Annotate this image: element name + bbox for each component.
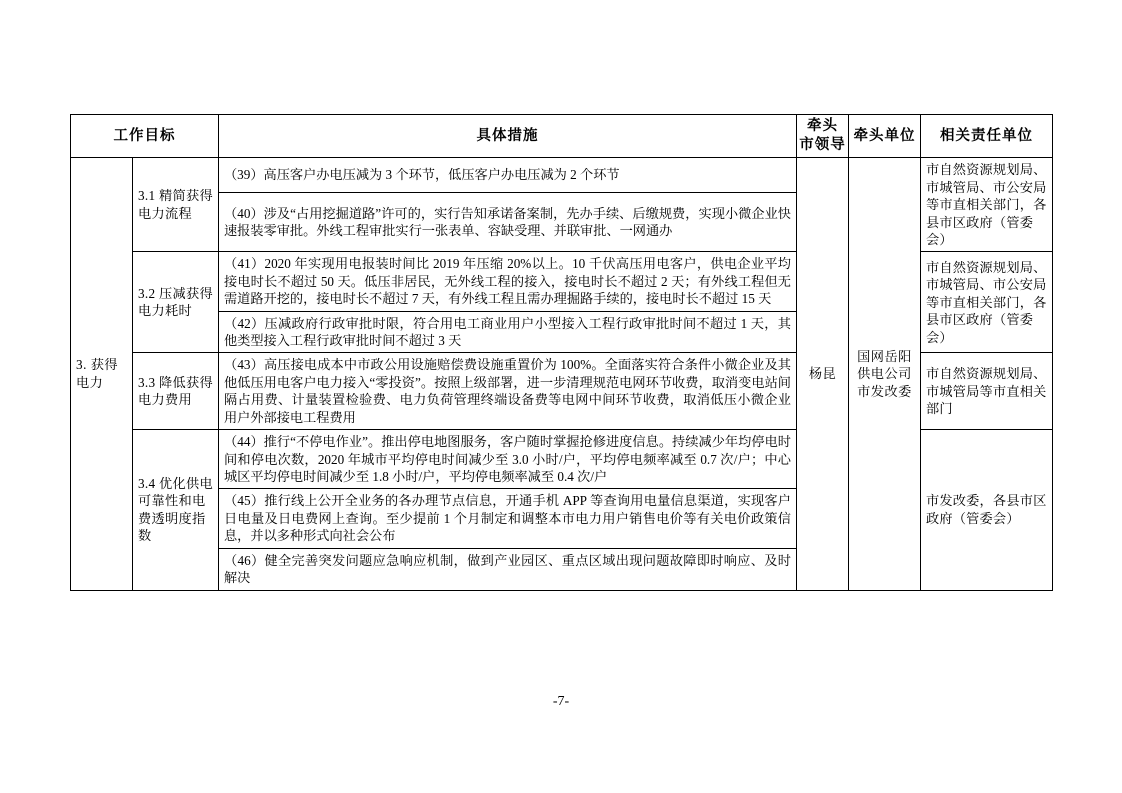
goal-cell: 3. 获得电力 [71, 158, 133, 590]
measure-40: （40）涉及“占用挖掘道路”许可的，实行告知承诺备案制，先办手续、后缴规费，实现小微企业快速报装零审批。外线工程审批实行一张表单、容缺受理、并联审批、一网通办 [219, 192, 797, 251]
resp-cell-3-3: 市自然资源规划局、市城管局等市直相关部门 [921, 353, 1053, 430]
table-row [71, 158, 1053, 193]
header-unit: 牵头单位 [849, 115, 921, 158]
header-leader-line2: 市领导 [799, 137, 846, 154]
leader-cell [797, 158, 849, 590]
resp-cell-3-1: 市自然资源规划局、市城管局、市公安局等市直相关部门，各县市区政府（管委会） [921, 158, 1053, 252]
lead-unit-cell [849, 158, 921, 590]
header-leader [797, 115, 849, 158]
measure-39: （39）高压客户办电压减为 3 个环节，低压客户办电压减为 2 个环节 [219, 158, 797, 193]
measure-46: （46）健全完善突发问题应急响应机制，做到产业园区、重点区域出现问题故障即时响应、及时解决 [219, 548, 797, 590]
measure-45: （45）推行线上公开全业务的各办理节点信息，开通手机 APP 等查询用电量信息渠道，实现客户日电量及日电费网上查询。至少提前 1 个月制定和调整本市电力用户销售电价等有关电价政策信息，并以多种形式向社会公布 [219, 489, 797, 548]
leader-name: 杨昆 [808, 365, 837, 381]
subgoal-label-3-2: 3.2 压减获得电力耗时 [133, 252, 219, 353]
lead-unit-line1: 国网岳阳 [857, 348, 912, 364]
header-goal: 工作目标 [71, 115, 219, 158]
subgoal-label-3-3: 3.3 降低获得电力费用 [133, 353, 219, 430]
subgoal-label-3-4: 3.4 优化供电可靠性和电费透明度指数 [133, 430, 219, 590]
resp-cell-3-2: 市自然资源规划局、市城管局、市公安局等市直相关部门，各县市区政府（管委会） [921, 252, 1053, 353]
header-leader-line1: 牵头 [807, 118, 838, 134]
lead-unit-line2: 供电公司 [857, 366, 912, 382]
measure-44: （44）推行“不停电作业”。推出停电地图服务，客户随时掌握抢修进度信息。持续减少年均停电时间和停电次数，2020 年城市平均停电时间减少至 3.0 小时/户，平均停电频率减至 0.7 次/户；中心城区平均停电时间减少至 1.8 小时/户，平均停电频率减至 0.4 次/户 [219, 430, 797, 489]
header-measure: 具体措施 [219, 115, 797, 158]
page-number: -7- [552, 694, 570, 709]
measures-table [70, 114, 1053, 591]
measure-41: （41）2020 年实现用电报装时间比 2019 年压缩 20%以上。10 千伏高压用电客户，供电企业平均接电时长不超过 50 天。低压非居民，无外线工程的接入，接电时长不超过 2 天；有外线工程但无需道路开挖的，接电时长不超过 7 天，有外线工程且需办理掘路手续的，接电时长不超过 15 天 [219, 252, 797, 311]
table-header-row [71, 115, 1053, 158]
measure-42: （42）压减政府行政审批时限，符合用电工商业用户小型接入工程行政审批时间不超过 1 天，其他类型接入工程行政审批时间不超过 3 天 [219, 311, 797, 353]
resp-cell-3-4: 市发改委，各县市区政府（管委会） [921, 430, 1053, 590]
measure-43: （43）高压接电成本中市政公用设施赔偿费设施重置价为 100%。全面落实符合条件小微企业及其他低压用电客户电力接入“零投资”。按照上级部署，进一步清理规范电网环节收费，取消变电站间隔占用费、计量装置检验费、电力负荷管理终端设备费等电网中间环节收费，取消低压小微企业用户外部接电工程费用 [219, 353, 797, 430]
header-resp: 相关责任单位 [921, 115, 1053, 158]
lead-unit-line3: 市发改委 [857, 383, 912, 399]
subgoal-label-3-1: 3.1 精简获得电力流程 [133, 158, 219, 252]
